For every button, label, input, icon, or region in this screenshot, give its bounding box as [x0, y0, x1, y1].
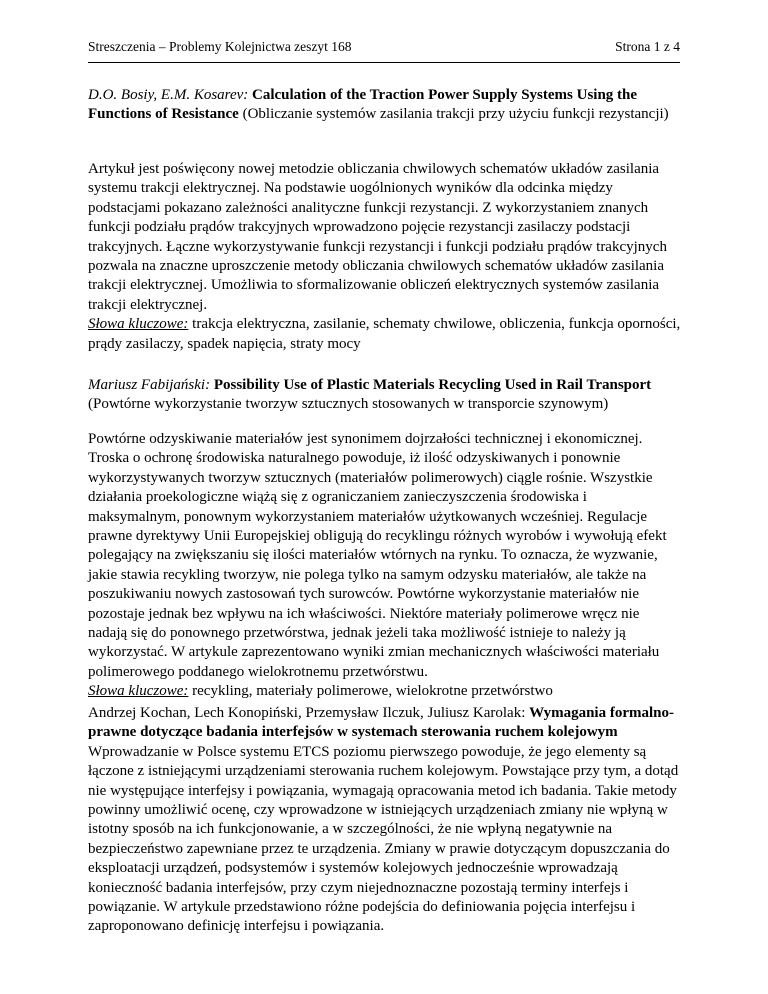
- article-2-title-en: Possibility Use of Plastic Materials Recycling Used in Rail Transport: [213, 377, 652, 393]
- article-3-title-text: Wymagania formalno-prawne dotyczące badania interfejsów w systemach sterowania ruchem kolejowym: [88, 705, 674, 741]
- article-2-keywords-label: Słowa kluczowe:: [88, 683, 189, 700]
- article-3-title: [88, 704, 682, 743]
- article-2-keywords-text: recykling, materiały polimerowe, wielokrotne przetwórstwo: [192, 683, 553, 700]
- article-2-authors: Mariusz Fabijański:: [88, 377, 211, 393]
- article-2-keywords: [88, 682, 682, 701]
- article-1-authors: D.O. Bosiy, E.M. Kosarev:: [88, 87, 249, 103]
- article-2-abstract: Powtórne odzyskiwanie materiałów jest synonimem dojrzałości technicznej i ekonomicznej. Troska o ochronę środowiska naturalnego powoduje, iż ilość odzyskiwanych i ponownie wykorzystywanych tworzyw sztucznych (materiałów polimerowych) ciągle rośnie. Wszystkie działania proekologiczne wiążą się z ograniczaniem zanieczyszczenia środowiska i maksymalnym, ponownym wykorzystaniem materiałów użytkowanych wcześniej. Regulacje prawne dyrektywy Unii Europejskiej obligują do recyklingu różnych wyrobów i wywołują efekt polegający na zwiększaniu się ilości materiałów wtórnych na rynku. To oznacza, że wyzwanie, jakie stawia recykling tworzyw, nie polega tylko na samym odzysku materiałów, ale także na poszukiwaniu nowych zastosowań tych surowców. Powtórne wykorzystanie materiałów nie pozostaje jednak bez wpływu na ich właściwości. Niektóre materiały polimerowe wręcz nie nadają się do ponownego przetwórstwa, jednak jeżeli taka możliwość istnieje to należy ją wykorzystać. W artykule zaprezentowano wyniki zmian mechanicznych właściwości materiału polimerowego poddanego wielokrotnemu przetwórstwu.: [88, 431, 667, 680]
- article-1-abstract: Artykuł jest poświęcony nowej metodzie obliczania chwilowych schematów układów zasilania systemu trakcji elektrycznej. Na podstawie uogólnionych wyników dla odcinka między podstacjami pokazano zależności analityczne funkcji rezystancji. Z wykorzystaniem znanych funkcji podziału prądów trakcyjnych wprowadzono pojęcie rezystancji zasilaczy podstacji trakcyjnych. Łączne wykorzystywanie funkcji rezystancji i funkcji podziału prądów trakcyjnych pozwala na znaczne uproszczenie metody obliczania chwilowych schematów układów zasilania trakcji elektrycznej. Umożliwia to sformalizowanie obliczeń elektrycznych systemów zasilania trakcji elektrycznej.: [88, 161, 667, 313]
- article-1-keywords-text: trakcja elektryczna, zasilanie, schematy chwilowe, obliczenia, funkcja oporności, prądy zasilaczy, spadek napięcia, straty mocy: [88, 316, 681, 352]
- article-1-title-pl: (Obliczanie systemów zasilania trakcji przy użyciu funkcji rezystancji): [242, 106, 669, 123]
- article-3-abstract: Wprowadzanie w Polsce systemu ETCS poziomu pierwszego powoduje, że jego elementy są łączone z istniejącymi urządzeniami sterowania ruchem kolejowym. Powstające przy tym, a dotąd nie występujące interfejsy i powiązania, wymagają opracowania metod ich badania. Takie metody powinny umożliwić ocenę, czy wprowadzone w istniejących urządzeniach zmiany nie wpłyną w istotny sposób na ich funkcjonowanie, a w szczególności, że nie wpłyną negatywnie na bezpieczeństwo zapewniane przez te urządzenia. Zmiany w prawie dotyczącym dopuszczania do eksploatacji urządzeń, podsystemów i systemów kolejowych jednocześnie wprowadzają konieczność badania interfejsów, przy czym niejednoznaczne pozostają terminy interfejs i powiązanie. W artykule przedstawiono różne podejścia do definiowania pojęcia interfejsu i zaproponowano definicję interfejsu i powiązania.: [88, 743, 679, 935]
- header-page-number: Strona 1 z 4: [615, 39, 680, 54]
- article-3: [88, 704, 682, 937]
- article-2-title: [88, 376, 682, 415]
- header-divider: [88, 62, 680, 63]
- article-3-authors: Andrzej Kochan, Lech Konopiński, Przemysław Ilczuk, Juliusz Karolak:: [88, 705, 526, 721]
- article-2-body: [88, 430, 682, 702]
- article-1-keywords-label: Słowa kluczowe:: [88, 316, 189, 333]
- article-1-keywords: [88, 315, 682, 354]
- article-1-body: [88, 160, 682, 354]
- header-journal: Streszczenia – Problemy Kolejnictwa zeszyt 168: [88, 39, 352, 54]
- page-header: [88, 39, 680, 59]
- article-2-title-pl: (Powtórne wykorzystanie tworzyw sztucznych stosowanych w transporcie szynowym): [88, 396, 609, 413]
- article-1-title: [88, 86, 682, 125]
- article-1-title-en: Calculation of the Traction Power Supply Systems Using the Functions of Resistance: [88, 87, 638, 123]
